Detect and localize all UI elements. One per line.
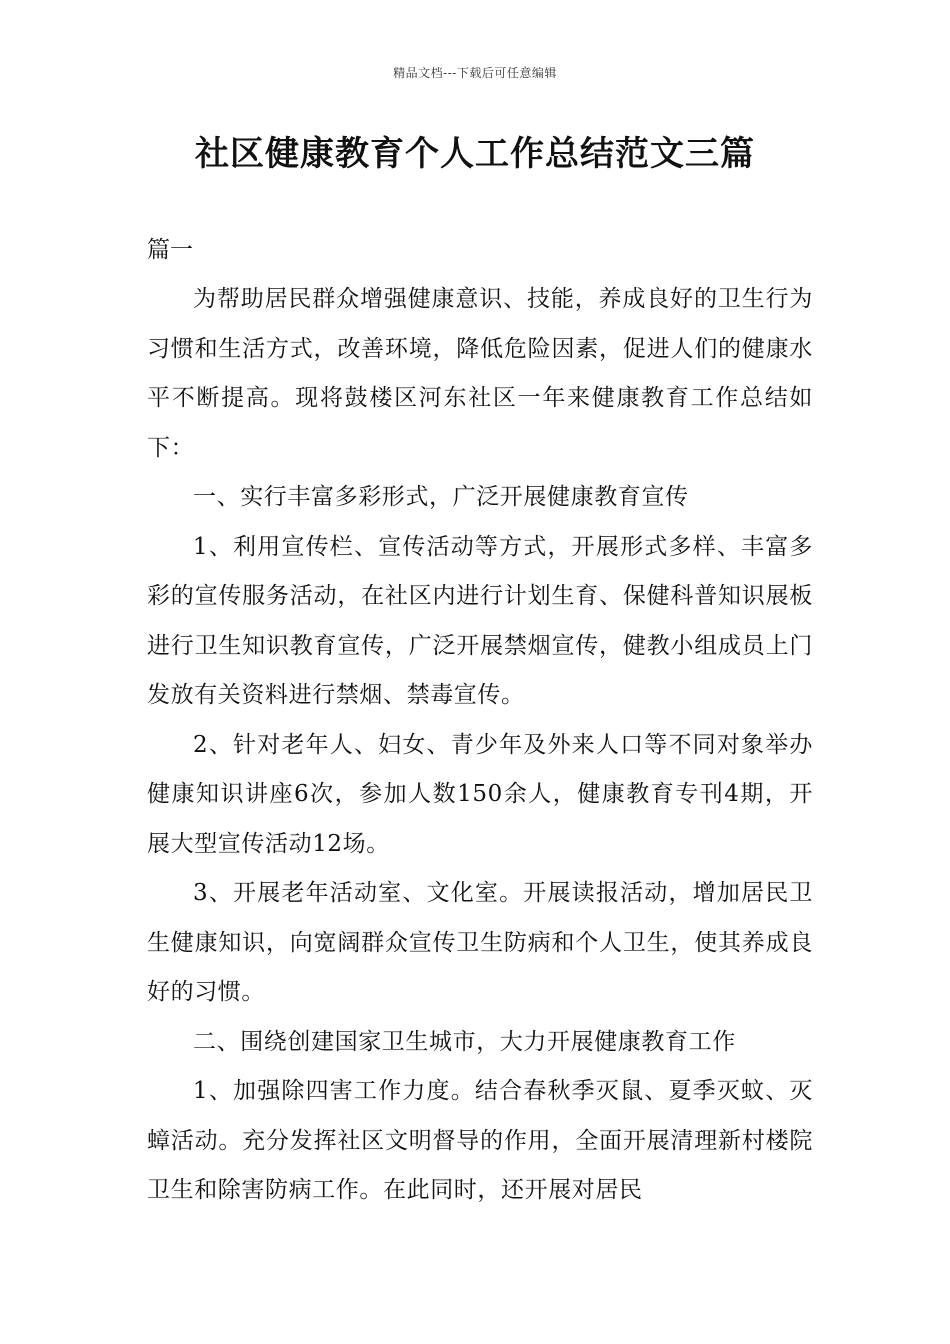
header-note: 精品文档---下载后可任意编辑: [393, 66, 557, 80]
section-heading: 二、围绕创建国家卫生城市，大力开展健康教育工作: [193, 1028, 736, 1055]
document-body: [147, 226, 813, 1216]
paragraph: 2、针对老年人、妇女、青少年及外来人口等不同对象举办健康知识讲座6次，参加人数150余人，健康教育专刊4期，开展大型宣传活动12场。: [147, 731, 813, 857]
paragraph: 3、开展老年活动室、文化室。开展读报活动，增加居民卫生健康知识，向宽阔群众宣传卫生防病和个人卫生，使其养成良好的习惯。: [147, 880, 813, 1005]
paragraph: 1、加强除四害工作力度。结合春秋季灭鼠、夏季灭蚊、灭蟑活动。充分发挥社区文明督导的作用，全面开展清理新村楼院卫生和除害防病工作。在此同时，还开展对居民: [147, 1078, 813, 1203]
page-title: 社区健康教育个人工作总结范文三篇: [195, 134, 755, 174]
section-heading: 一、实行丰富多彩形式，广泛开展健康教育宣传: [193, 484, 689, 510]
section-label: 篇一: [147, 237, 193, 263]
paragraph: 为帮助居民群众增强健康意识、技能，养成良好的卫生行为习惯和生活方式，改善环境，降低危险因素，促进人们的健康水平不断提高。现将鼓楼区河东社区一年来健康教育工作总结如下：: [147, 286, 813, 461]
paragraph: 1、利用宣传栏、宣传活动等方式，开展形式多样、丰富多彩的宣传服务活动，在社区内进行计划生育、保健科普知识展板进行卫生知识教育宣传，广泛开展禁烟宣传，健教小组成员上门发放有关资料进行禁烟、禁毒宣传。: [147, 533, 813, 708]
